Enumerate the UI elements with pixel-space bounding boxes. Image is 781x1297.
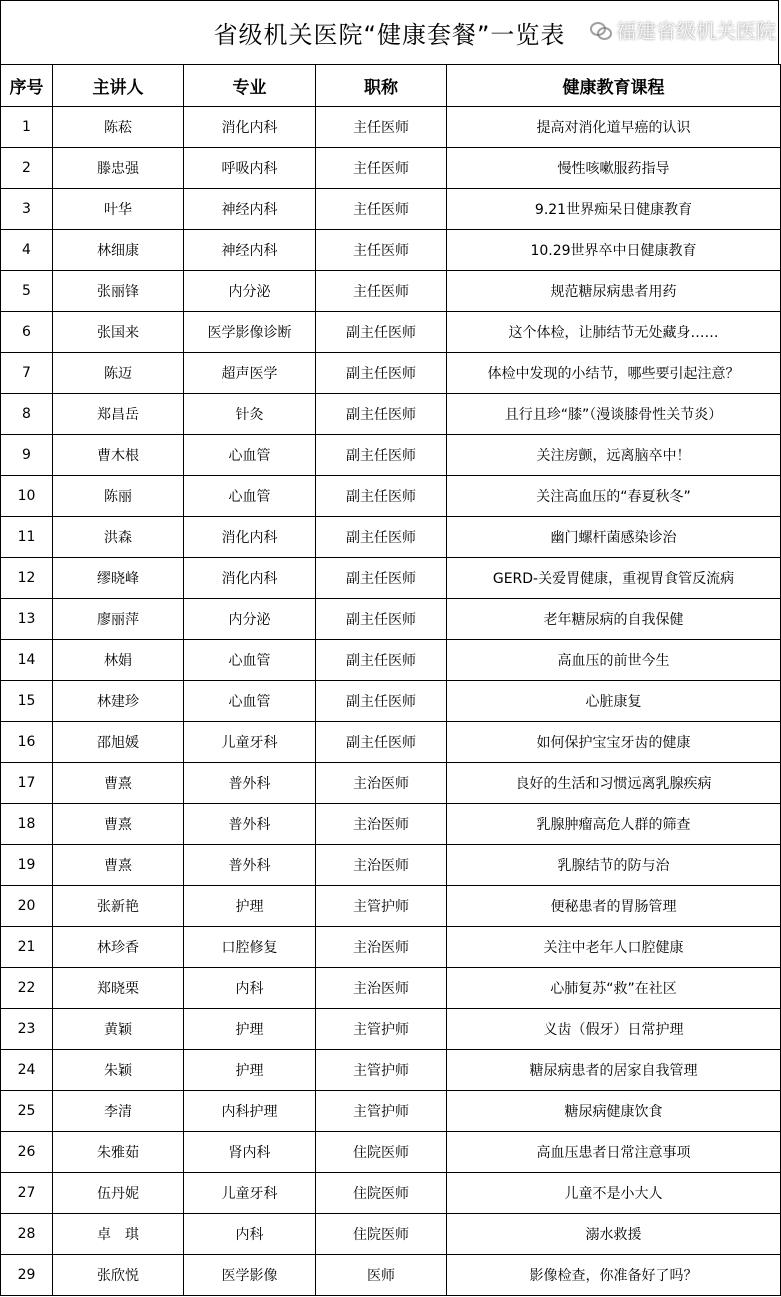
cell-course: 体检中发现的小结节，哪些要引起注意？ xyxy=(447,353,781,394)
cell-course: 糖尿病健康饮食 xyxy=(447,1091,781,1132)
cell-title: 主任医师 xyxy=(316,189,447,230)
cell-speaker: 曹熹 xyxy=(53,804,184,845)
cell-speaker: 陈菘 xyxy=(53,107,184,148)
cell-index: 27 xyxy=(1,1173,53,1214)
cell-course: 义齿（假牙）日常护理 xyxy=(447,1009,781,1050)
table-row xyxy=(1,1050,781,1091)
cell-title: 副主任医师 xyxy=(316,681,447,722)
cell-course: 高血压的前世今生 xyxy=(447,640,781,681)
cell-specialty: 呼吸内科 xyxy=(184,148,316,189)
watermark-text: 福建省级机关医院 xyxy=(616,19,776,43)
cell-title: 主任医师 xyxy=(316,271,447,312)
cell-speaker: 张国来 xyxy=(53,312,184,353)
cell-index: 20 xyxy=(1,886,53,927)
cell-speaker: 叶华 xyxy=(53,189,184,230)
cell-speaker: 邵旭媛 xyxy=(53,722,184,763)
cell-title: 副主任医师 xyxy=(316,722,447,763)
cell-index: 16 xyxy=(1,722,53,763)
cell-specialty: 医学影像 xyxy=(184,1255,316,1296)
table-row xyxy=(1,558,781,599)
cell-title: 主治医师 xyxy=(316,927,447,968)
cell-course: 关注高血压的“春夏秋冬” xyxy=(447,476,781,517)
cell-speaker: 郑昌岳 xyxy=(53,394,184,435)
table-row xyxy=(1,230,781,271)
cell-speaker: 伍丹妮 xyxy=(53,1173,184,1214)
cell-index: 6 xyxy=(1,312,53,353)
cell-course: 慢性咳嗽服药指导 xyxy=(447,148,781,189)
cell-title: 副主任医师 xyxy=(316,312,447,353)
cell-speaker: 陈迈 xyxy=(53,353,184,394)
cell-specialty: 口腔修复 xyxy=(184,927,316,968)
cell-speaker: 曹熹 xyxy=(53,763,184,804)
cell-title: 副主任医师 xyxy=(316,476,447,517)
table-row xyxy=(1,271,781,312)
cell-index: 4 xyxy=(1,230,53,271)
table-row xyxy=(1,312,781,353)
cell-speaker: 张欣悦 xyxy=(53,1255,184,1296)
cell-course: 影像检查，你准备好了吗？ xyxy=(447,1255,781,1296)
cell-specialty: 护理 xyxy=(184,1009,316,1050)
cell-title: 主治医师 xyxy=(316,968,447,1009)
cell-specialty: 消化内科 xyxy=(184,558,316,599)
table-row xyxy=(1,1214,781,1255)
cell-specialty: 心血管 xyxy=(184,476,316,517)
cell-speaker: 林建珍 xyxy=(53,681,184,722)
table-row xyxy=(1,968,781,1009)
table-row xyxy=(1,476,781,517)
table-row xyxy=(1,845,781,886)
cell-speaker: 卓 琪 xyxy=(53,1214,184,1255)
table-row xyxy=(1,927,781,968)
cell-specialty: 内科护理 xyxy=(184,1091,316,1132)
cell-course: 乳腺肿瘤高危人群的筛查 xyxy=(447,804,781,845)
column-header-course: 健康教育课程 xyxy=(447,65,781,107)
cell-title: 副主任医师 xyxy=(316,353,447,394)
table-row xyxy=(1,353,781,394)
cell-course: 10.29世界卒中日健康教育 xyxy=(447,230,781,271)
table-row xyxy=(1,681,781,722)
cell-course: 便秘患者的胃肠管理 xyxy=(447,886,781,927)
cell-index: 26 xyxy=(1,1132,53,1173)
cell-index: 21 xyxy=(1,927,53,968)
cell-index: 5 xyxy=(1,271,53,312)
cell-index: 25 xyxy=(1,1091,53,1132)
cell-index: 23 xyxy=(1,1009,53,1050)
cell-speaker: 滕忠强 xyxy=(53,148,184,189)
cell-specialty: 心血管 xyxy=(184,681,316,722)
cell-index: 9 xyxy=(1,435,53,476)
cell-title: 副主任医师 xyxy=(316,435,447,476)
table-row xyxy=(1,435,781,476)
cell-specialty: 神经内科 xyxy=(184,230,316,271)
cell-specialty: 普外科 xyxy=(184,804,316,845)
table-row xyxy=(1,517,781,558)
cell-course: 心脏康复 xyxy=(447,681,781,722)
cell-title: 主任医师 xyxy=(316,107,447,148)
table-row xyxy=(1,1009,781,1050)
cell-index: 22 xyxy=(1,968,53,1009)
cell-title: 主治医师 xyxy=(316,845,447,886)
cell-course: GERD-关爱胃健康，重视胃食管反流病 xyxy=(447,558,781,599)
cell-index: 7 xyxy=(1,353,53,394)
cell-index: 8 xyxy=(1,394,53,435)
table-row xyxy=(1,763,781,804)
cell-specialty: 心血管 xyxy=(184,435,316,476)
cell-course: 良好的生活和习惯远离乳腺疾病 xyxy=(447,763,781,804)
cell-index: 17 xyxy=(1,763,53,804)
cell-speaker: 黄颖 xyxy=(53,1009,184,1050)
cell-specialty: 针灸 xyxy=(184,394,316,435)
table-row xyxy=(1,394,781,435)
cell-index: 29 xyxy=(1,1255,53,1296)
column-header-specialty: 专业 xyxy=(184,65,316,107)
cell-specialty: 内分泌 xyxy=(184,271,316,312)
table-row xyxy=(1,1132,781,1173)
table-row xyxy=(1,804,781,845)
cell-course: 心肺复苏“救”在社区 xyxy=(447,968,781,1009)
course-table xyxy=(0,64,781,1296)
cell-title: 主管护师 xyxy=(316,1091,447,1132)
cell-course: 提高对消化道早癌的认识 xyxy=(447,107,781,148)
cell-index: 19 xyxy=(1,845,53,886)
column-header-index: 序号 xyxy=(1,65,53,107)
cell-course: 关注房颤，远离脑卒中！ xyxy=(447,435,781,476)
cell-title: 住院医师 xyxy=(316,1214,447,1255)
table-row xyxy=(1,107,781,148)
cell-title: 副主任医师 xyxy=(316,599,447,640)
cell-speaker: 张丽锋 xyxy=(53,271,184,312)
cell-speaker: 林娟 xyxy=(53,640,184,681)
cell-specialty: 心血管 xyxy=(184,640,316,681)
cell-index: 11 xyxy=(1,517,53,558)
cell-course: 高血压患者日常注意事项 xyxy=(447,1132,781,1173)
cell-course: 关注中老年人口腔健康 xyxy=(447,927,781,968)
cell-specialty: 神经内科 xyxy=(184,189,316,230)
cell-specialty: 医学影像诊断 xyxy=(184,312,316,353)
page-title: 省级机关医院“健康套餐”一览表 xyxy=(0,0,779,64)
cell-specialty: 肾内科 xyxy=(184,1132,316,1173)
cell-title: 副主任医师 xyxy=(316,517,447,558)
cell-index: 18 xyxy=(1,804,53,845)
cell-title: 主治医师 xyxy=(316,763,447,804)
cell-specialty: 内分泌 xyxy=(184,599,316,640)
cell-speaker: 陈丽 xyxy=(53,476,184,517)
cell-speaker: 林珍香 xyxy=(53,927,184,968)
table-row xyxy=(1,189,781,230)
cell-course: 如何保护宝宝牙齿的健康 xyxy=(447,722,781,763)
cell-title: 副主任医师 xyxy=(316,640,447,681)
cell-speaker: 洪森 xyxy=(53,517,184,558)
cell-title: 副主任医师 xyxy=(316,394,447,435)
cell-title: 主管护师 xyxy=(316,1050,447,1091)
cell-specialty: 超声医学 xyxy=(184,353,316,394)
table-row xyxy=(1,886,781,927)
column-header-speaker: 主讲人 xyxy=(53,65,184,107)
cell-index: 24 xyxy=(1,1050,53,1091)
cell-title: 副主任医师 xyxy=(316,558,447,599)
table-row xyxy=(1,1091,781,1132)
table-header-row xyxy=(1,65,781,107)
cell-specialty: 内科 xyxy=(184,968,316,1009)
table-row xyxy=(1,148,781,189)
cell-title: 主管护师 xyxy=(316,1009,447,1050)
cell-index: 1 xyxy=(1,107,53,148)
table-row xyxy=(1,1255,781,1296)
cell-index: 28 xyxy=(1,1214,53,1255)
cell-index: 14 xyxy=(1,640,53,681)
cell-specialty: 护理 xyxy=(184,886,316,927)
cell-title: 住院医师 xyxy=(316,1173,447,1214)
cell-speaker: 廖丽萍 xyxy=(53,599,184,640)
cell-speaker: 李清 xyxy=(53,1091,184,1132)
table-row xyxy=(1,1173,781,1214)
cell-course: 溺水救援 xyxy=(447,1214,781,1255)
cell-course: 糖尿病患者的居家自我管理 xyxy=(447,1050,781,1091)
cell-specialty: 消化内科 xyxy=(184,107,316,148)
cell-course: 乳腺结节的防与治 xyxy=(447,845,781,886)
cell-course: 幽门螺杆菌感染诊治 xyxy=(447,517,781,558)
cell-title: 主治医师 xyxy=(316,804,447,845)
cell-index: 2 xyxy=(1,148,53,189)
cell-course: 且行且珍“膝”（漫谈膝骨性关节炎） xyxy=(447,394,781,435)
table-row xyxy=(1,640,781,681)
cell-speaker: 曹熹 xyxy=(53,845,184,886)
cell-index: 3 xyxy=(1,189,53,230)
cell-speaker: 张新艳 xyxy=(53,886,184,927)
cell-specialty: 普外科 xyxy=(184,845,316,886)
cell-specialty: 护理 xyxy=(184,1050,316,1091)
cell-speaker: 林细康 xyxy=(53,230,184,271)
cell-course: 老年糖尿病的自我保健 xyxy=(447,599,781,640)
cell-index: 12 xyxy=(1,558,53,599)
table-row xyxy=(1,722,781,763)
cell-course: 9.21世界痴呆日健康教育 xyxy=(447,189,781,230)
cell-speaker: 曹木根 xyxy=(53,435,184,476)
cell-speaker: 朱雅茹 xyxy=(53,1132,184,1173)
cell-title: 主管护师 xyxy=(316,886,447,927)
cell-index: 10 xyxy=(1,476,53,517)
cell-speaker: 缪晓峰 xyxy=(53,558,184,599)
cell-specialty: 消化内科 xyxy=(184,517,316,558)
cell-speaker: 朱颖 xyxy=(53,1050,184,1091)
cell-title: 医师 xyxy=(316,1255,447,1296)
cell-title: 主任医师 xyxy=(316,148,447,189)
cell-course: 这个体检，让肺结节无处藏身…… xyxy=(447,312,781,353)
cell-specialty: 普外科 xyxy=(184,763,316,804)
cell-course: 规范糖尿病患者用药 xyxy=(447,271,781,312)
cell-specialty: 儿童牙科 xyxy=(184,722,316,763)
cell-title: 主任医师 xyxy=(316,230,447,271)
cell-index: 15 xyxy=(1,681,53,722)
cell-course: 儿童不是小大人 xyxy=(447,1173,781,1214)
table-row xyxy=(1,599,781,640)
cell-speaker: 郑晓栗 xyxy=(53,968,184,1009)
column-header-title: 职称 xyxy=(316,65,447,107)
cell-index: 13 xyxy=(1,599,53,640)
cell-specialty: 儿童牙科 xyxy=(184,1173,316,1214)
cell-specialty: 内科 xyxy=(184,1214,316,1255)
cell-title: 住院医师 xyxy=(316,1132,447,1173)
